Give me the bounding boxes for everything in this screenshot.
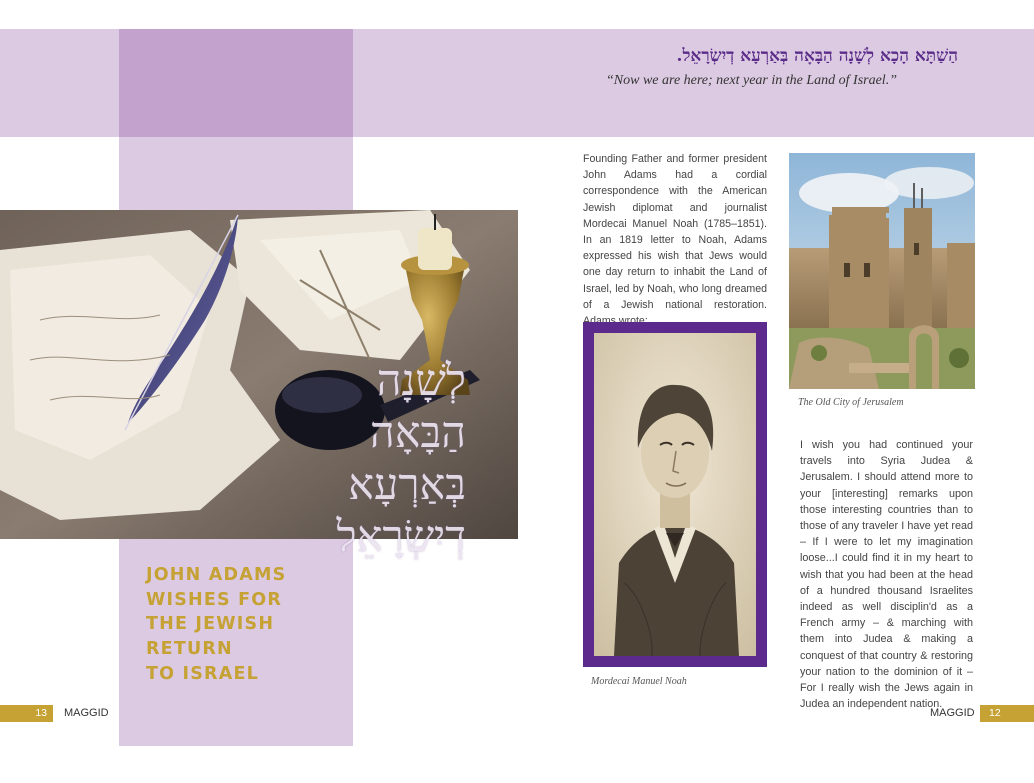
calligraphy-line: הַבָּאָה [370, 408, 466, 458]
page-number-left: 13 [0, 705, 53, 722]
headline-line: THE JEWISH [146, 614, 275, 635]
section-label-right: MAGGID [930, 707, 975, 719]
headline-line: TO ISRAEL [146, 663, 259, 684]
hebrew-quote: הַשַׁתָּא הָכָא לְשָׁנָה הַבָּאָה בְּאַרְעָא דְיִשְׂרָאֵל. [676, 46, 958, 66]
headline-line: WISHES FOR [146, 589, 283, 610]
adams-letter-quote: I wish you had continued your travels into Syria Judea & Jerusalem. I should attend more to your [interesting] remarks upon those interesting countries than to those of any traveler I have yet read – If I were to let my imagination loose...I could find it in my heart to wish that you had been at the head of a hundred thousand Israelites indeed as well disciplin'd as a French army – & marching with them into Judea & making a conquest of that country & restoring your nation to the dominion of it – For I really wish the Jews again in Judea an independent nation. [800, 439, 973, 711]
band-column-overlap [119, 29, 353, 137]
intro-paragraph: Founding Father and former president John Adams had a cordial correspondence with the American Jewish diplomat and journalist Mordecai Manuel Noah (1785–1851). In an 1819 letter to Noah, Adams expressed his wish that Jews would one day return to inhabit the Land of Israel, led by Noah, who long dreamed of a Jewish national restoration. [583, 153, 767, 311]
headline [146, 563, 346, 687]
calligraphy-line: דְיִשְׂרָאֵל [336, 512, 466, 562]
calligraphy-line: בְּאַרְעָא [348, 460, 466, 510]
mordecai-noah-portrait [594, 333, 756, 656]
headline-line: RETURN [146, 639, 233, 660]
portrait-caption: Mordecai Manuel Noah [591, 676, 687, 687]
section-label-left: MAGGID [64, 707, 109, 719]
photo-caption: The Old City of Jerusalem [798, 397, 904, 408]
calligraphy-line: לְשָׁנָה [376, 356, 466, 406]
portrait-frame [583, 322, 767, 667]
headline-line: JOHN ADAMS [146, 565, 287, 585]
english-quote: “Now we are here; next year in the Land of Israel.” [606, 73, 897, 88]
hebrew-calligraphy [270, 355, 466, 563]
page-number-right: 12 [980, 705, 1034, 722]
old-city-jerusalem-photo [789, 153, 975, 389]
